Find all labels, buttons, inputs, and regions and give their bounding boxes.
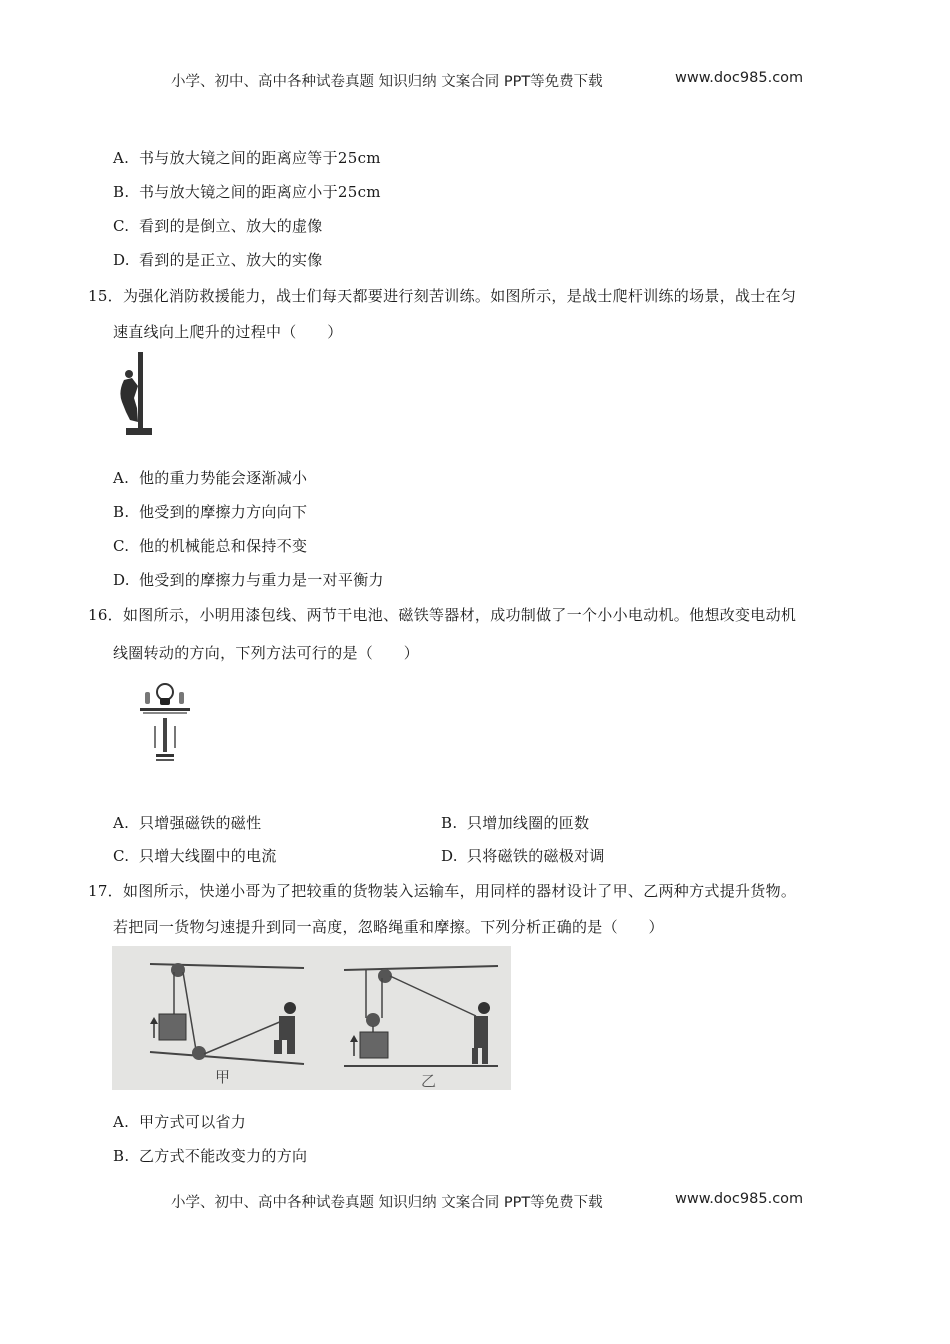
option-label: D. bbox=[113, 251, 130, 269]
q16-option-a bbox=[113, 812, 261, 833]
pulley-comparison-figure bbox=[112, 946, 511, 1090]
figure-label-yi: 乙 bbox=[421, 1072, 437, 1090]
option-text: 他的重力势能会逐渐减小 bbox=[139, 469, 308, 487]
option-label: A. bbox=[113, 469, 130, 487]
q16-stem-line1: 16．如图所示，小明用漆包线、两节干电池、磁铁等器材，成功制做了一个小小电动机。他想改变电动机 bbox=[88, 606, 797, 624]
q17-stem-line1: 17．如图所示，快递小哥为了把较重的货物装入运输车，用同样的器材设计了甲、乙两种方式提升货物。 bbox=[88, 882, 797, 900]
option-label: B. bbox=[113, 503, 130, 521]
option-text: 看到的是正立、放大的实像 bbox=[139, 251, 323, 269]
option-text: 他受到的摩擦力方向向下 bbox=[139, 503, 308, 521]
option-text: 只增大线圈中的电流 bbox=[139, 847, 277, 865]
option-text: 只增强磁铁的磁性 bbox=[139, 814, 262, 832]
q17-stem-line2: 若把同一货物匀速提升到同一高度，忽略绳重和摩擦。下列分析正确的是（ ） bbox=[113, 918, 664, 936]
header-url: www.doc985.com bbox=[675, 70, 804, 86]
pole-climbing-figure bbox=[112, 350, 157, 440]
q15-option-a bbox=[113, 467, 307, 488]
option-label: D. bbox=[113, 571, 130, 589]
option-label: C. bbox=[113, 847, 130, 865]
q16-option-d bbox=[441, 845, 605, 866]
option-text: 书与放大镜之间的距离应等于25cm bbox=[139, 149, 381, 167]
q15-option-d bbox=[113, 569, 384, 590]
q14-option-a bbox=[113, 147, 381, 168]
option-label: A. bbox=[113, 149, 130, 167]
figure-label-jia: 甲 bbox=[215, 1068, 231, 1086]
q15-stem-line2: 速直线向上爬升的过程中（ ） bbox=[113, 323, 343, 341]
q17-option-a bbox=[113, 1111, 246, 1132]
electric-motor-figure bbox=[138, 678, 193, 768]
option-label: A. bbox=[113, 1113, 130, 1131]
q16-option-b bbox=[441, 812, 589, 833]
option-text: 乙方式不能改变力的方向 bbox=[139, 1147, 308, 1165]
q17-option-b bbox=[113, 1145, 307, 1166]
q14-option-d bbox=[113, 249, 323, 270]
option-text: 甲方式可以省力 bbox=[139, 1113, 247, 1131]
option-label: A. bbox=[113, 814, 130, 832]
option-label: B. bbox=[113, 183, 130, 201]
option-text: 只将磁铁的磁极对调 bbox=[467, 847, 605, 865]
header-text: 小学、初中、高中各种试卷真题 知识归纳 文案合同 PPT等免费下载 bbox=[171, 74, 603, 90]
q15-stem-line1: 15．为强化消防救援能力，战士们每天都要进行刻苦训练。如图所示，是战士爬杆训练的场景，战士在匀 bbox=[88, 287, 797, 305]
option-label: C. bbox=[113, 217, 130, 235]
option-label: B. bbox=[441, 814, 458, 832]
footer-text: 小学、初中、高中各种试卷真题 知识归纳 文案合同 PPT等免费下载 bbox=[171, 1195, 603, 1211]
q15-option-c bbox=[113, 535, 307, 556]
q14-option-b bbox=[113, 181, 381, 202]
option-label: D. bbox=[441, 847, 458, 865]
option-label: B. bbox=[113, 1147, 130, 1165]
footer-url: www.doc985.com bbox=[675, 1191, 804, 1207]
q14-option-c bbox=[113, 215, 323, 236]
option-label: C. bbox=[113, 537, 130, 555]
q16-option-c bbox=[113, 845, 277, 866]
q16-stem-line2: 线圈转动的方向，下列方法可行的是（ ） bbox=[113, 644, 420, 662]
option-text: 他的机械能总和保持不变 bbox=[139, 537, 308, 555]
option-text: 看到的是倒立、放大的虚像 bbox=[139, 217, 323, 235]
q15-option-b bbox=[113, 501, 307, 522]
option-text: 书与放大镜之间的距离应小于25cm bbox=[139, 183, 381, 201]
option-text: 他受到的摩擦力与重力是一对平衡力 bbox=[139, 571, 384, 589]
option-text: 只增加线圈的匝数 bbox=[467, 814, 590, 832]
